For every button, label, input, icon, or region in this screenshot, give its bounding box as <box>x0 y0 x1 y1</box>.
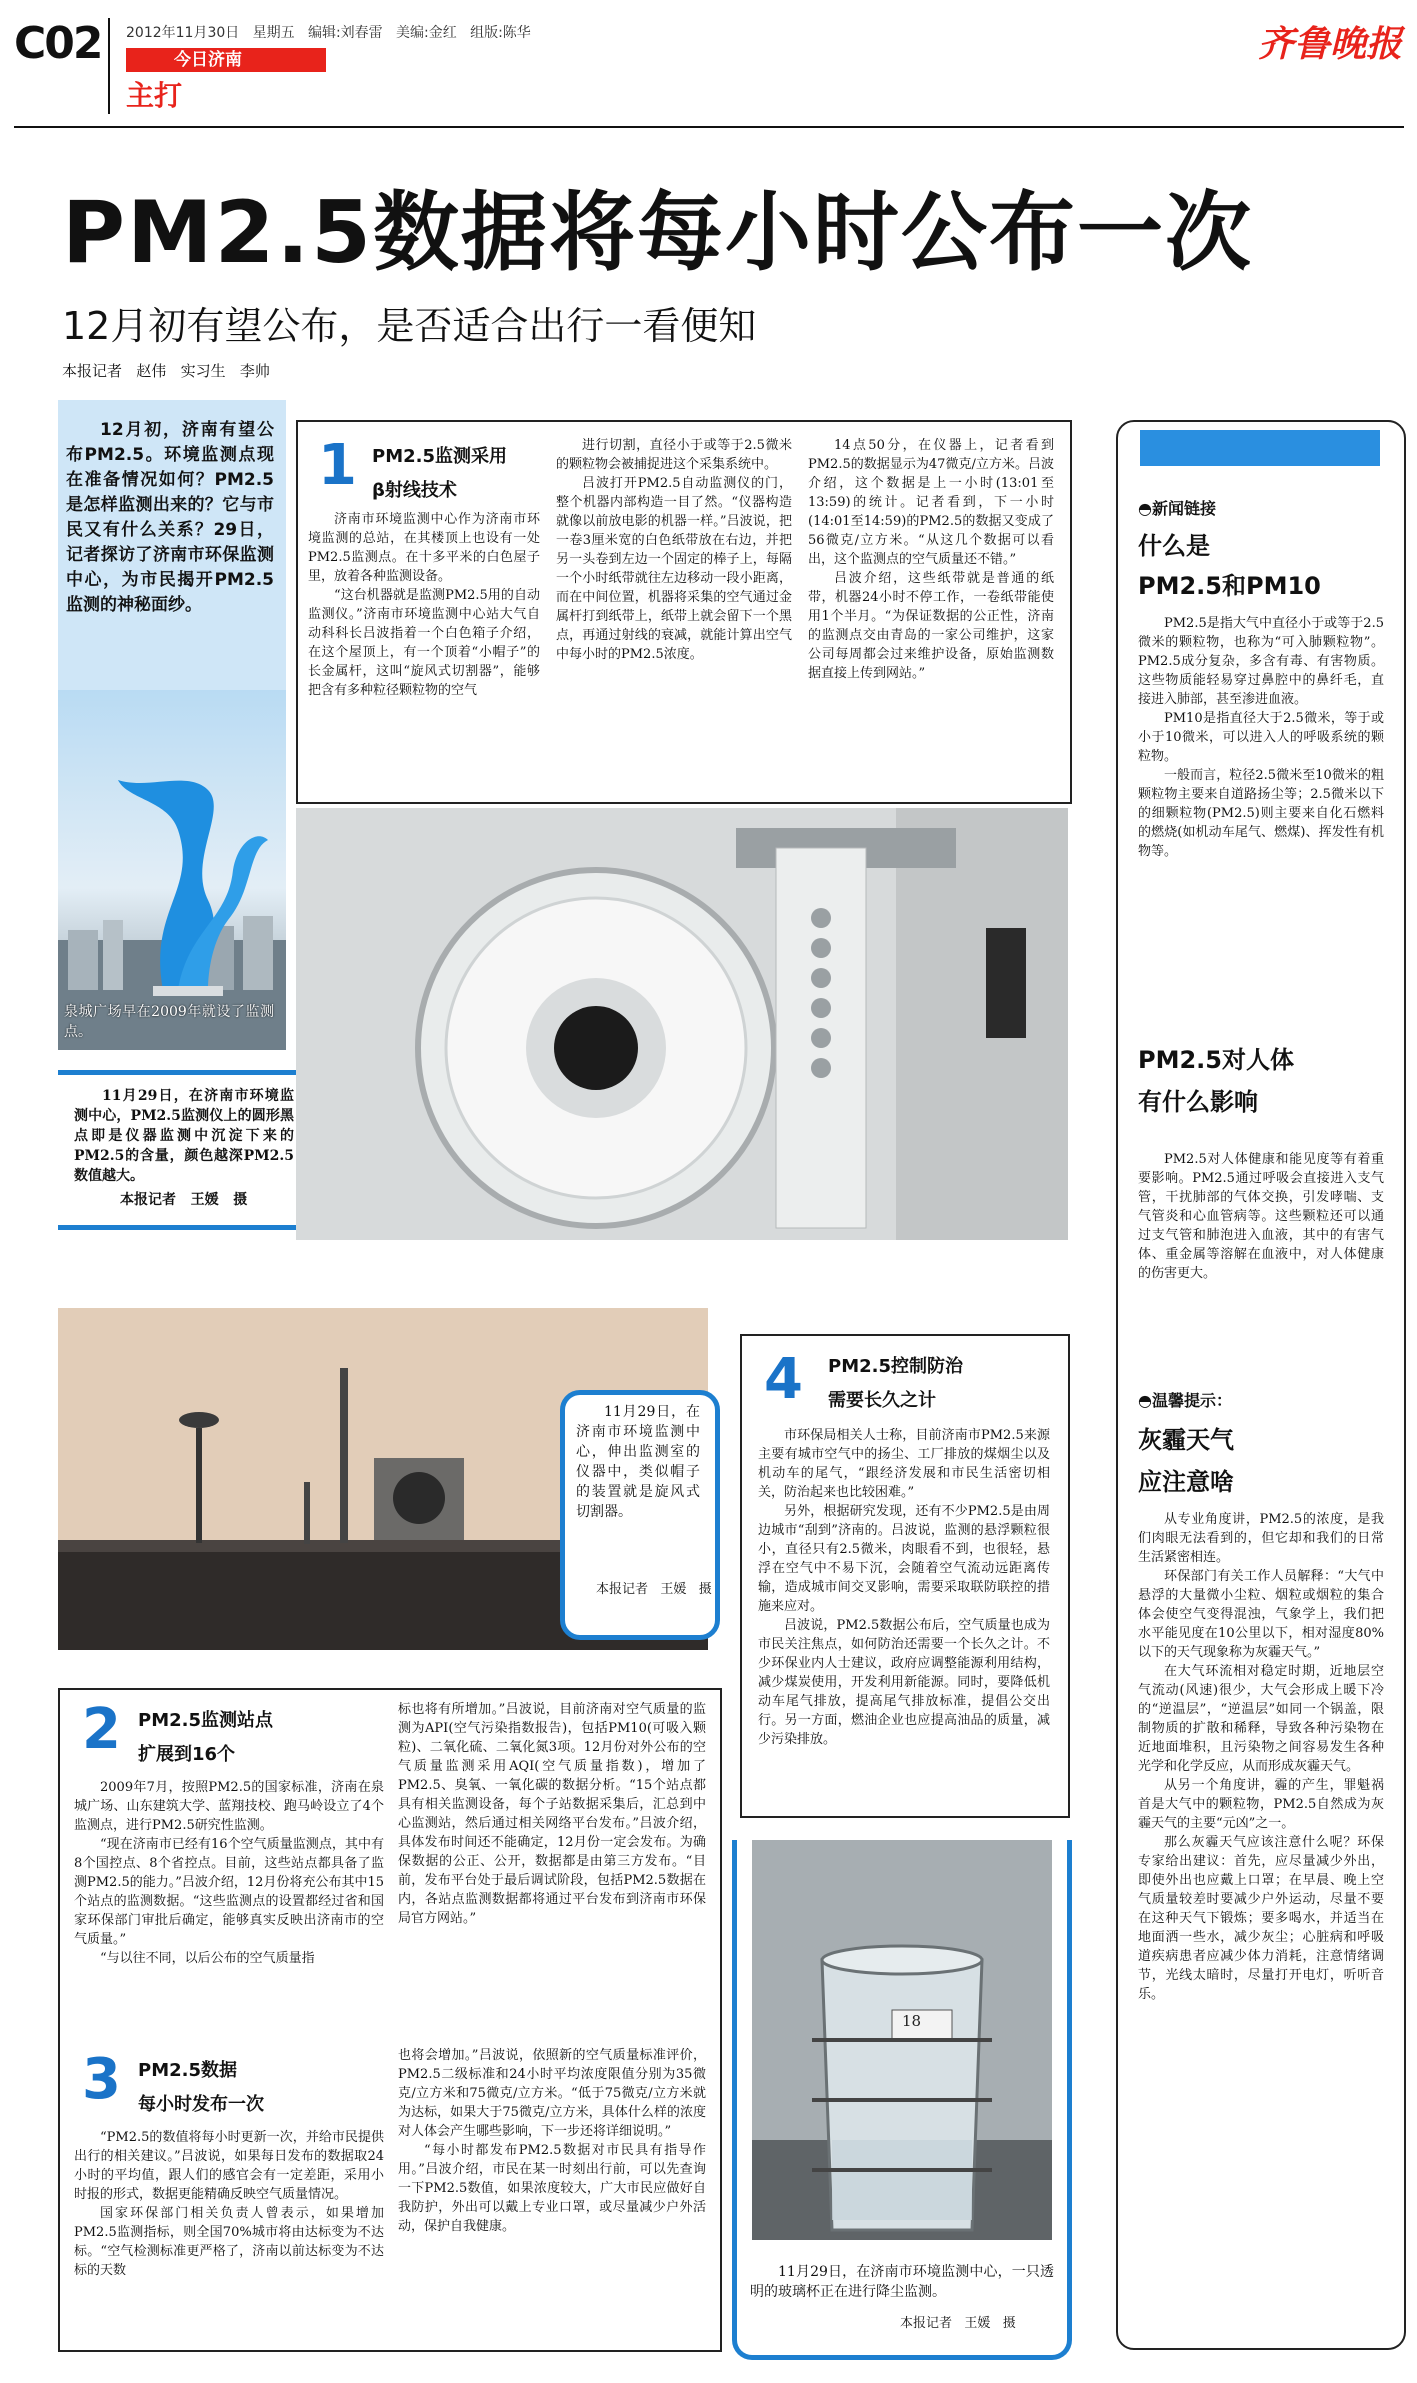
paragraph: 环保部门有关工作人员解释：“大气中悬浮的大量微小尘粒、烟粒或烟粒的集合体会使空气变得混浊，气象学上，我们把水平能见度在10公里以下，相对湿度80%以下的天气现象称为灰霾天气。” <box>1138 1569 1384 1660</box>
section4-title2: 需要长久之计 <box>828 1390 936 1411</box>
section2-number: 2 <box>82 1697 121 1762</box>
page-code: C02 <box>14 18 102 69</box>
paragraph: 济南市环境监测中心作为济南市环境监测的总站，在其楼顶上也设有一处PM2.5监测点。在十多平米的白色屋子里，放着各种监测设备。 <box>308 512 540 584</box>
section1-title1: PM2.5监测采用 <box>372 446 507 467</box>
tip-tag <box>1138 1388 1232 1411</box>
section-name: 主打 <box>126 79 183 112</box>
paragraph: 那么灰霾天气应该注意什么呢？环保专家给出建议：首先，应尽量减少外出，即使外出也应戴上口罩；在早晨、晚上空气质量较差时要减少户外运动，尽量不要在这种天气下锻炼；要多喝水，并适当在地面洒一些水，减少灰尘；心脏病和呼吸道疾病患者应减少体力消耗，注意情绪调节，光线太暗时，尽量打开电灯，听听音乐。 <box>1138 1835 1384 2002</box>
section4-body <box>758 1426 1050 1749</box>
paragraph: 市环保局相关人士称，目前济南市PM2.5来源主要有城市空气中的扬尘、工厂排放的煤烟尘以及机动车的尾气，“跟经济发展和市民生活密切相关，防治起来也比较困难。” <box>758 1428 1050 1500</box>
paragraph: PM2.5对人体健康和能见度等有着重要影响。PM2.5通过呼吸会直接进入支气管，干扰肺部的气体交换，引发哮喘、支气管炎和心血管病等。这些颗粒还可以通过支气管和肺泡进入血液，其中的有害气体、重金属等溶解在血液中，对人体健康的伤害更大。 <box>1138 1152 1384 1281</box>
paragraph: 吕波介绍，这些纸带就是普通的纸带，机器24小时不停工作，一卷纸带能使用1个半月。“为保证数据的公正性，济南的监测点交由青岛的一家公司维护，这家公司每周都会过来维护设备，原始监测数据直接上传到网站。” <box>808 571 1054 681</box>
link1-title2: PM2.5和PM10 <box>1138 572 1321 600</box>
section2-title2: 扩展到16个 <box>138 1744 236 1765</box>
link1-tag-text: 新闻链接 <box>1151 499 1216 518</box>
section4-number: 4 <box>764 1347 803 1412</box>
section-tag: 今日济南 <box>126 48 326 72</box>
paragraph: “PM2.5的数值将每小时更新一次，并给市民提供出行的相关建议。”吕波说，如果每日发布的数据取24小时的平均值，跟人们的感官会有一定差距，采用小时报的形式，数据更能精确反映空气质量情况。 <box>74 2130 384 2202</box>
beaker-label: 18 <box>902 2012 922 2030</box>
roof-caption-credit: 本报记者 王媛 摄 <box>596 1582 712 1597</box>
section3-title1: PM2.5数据 <box>138 2060 237 2081</box>
paragraph: “这台机器就是监测PM2.5用的自动监测仪。”济南市环境监测中心站大气自动科科长吕波指着一个白色箱子介绍，在这个屋顶上，有一个顶着“小帽子”的长金属杆，这叫“旋风式切割器”，能够把含有多种粒径颗粒物的空气 <box>308 588 540 698</box>
photo-sculpture-caption: 泉城广场早在2009年就设了监测点。 <box>64 1004 274 1040</box>
roof-caption: 11月29日，在济南市环境监测中心，伸出监测室的仪器中，类似帽子的装置就是旋风式切割器。 <box>576 1404 700 1520</box>
section1-col1 <box>308 510 540 700</box>
header-rule-vertical <box>108 18 110 114</box>
beaker-illustration <box>752 1840 1052 2240</box>
sidebar-top-bar <box>1140 430 1380 466</box>
paragraph: 14点50分，在仪器上，记者看到PM2.5的数据显示为47微克/立方米。吕波介绍，这个数据是上一小时(13:01至13:59)的统计。记者看到，下一小时(14:01至14:59)的PM2.5的数据又变成了56微克/立方米。“从这几个数据可以看出，这个监测点的空气质量还不错。” <box>808 438 1054 567</box>
speech-bubble-icon: ◓ <box>1138 1391 1152 1410</box>
link2-title1: PM2.5对人体 <box>1138 1046 1294 1074</box>
paragraph: “与以往不同，以后公布的空气质量指 <box>100 1951 315 1966</box>
section3-col2 <box>398 2046 706 2236</box>
paragraph: 标也将有所增加。”吕波说，目前济南对空气质量的监测为API(空气污染指数报告)，包括PM10(可吸入颗粒)、二氧化硫、二氧化氮3项。12月份对外公布的空气质量监测采用AQI(空气质量指数)，增加了PM2.5、臭氧、一氧化碳的数据分析。“15个站点都具有相关监测设备，每个子站数据采集后，汇总到中心监测站，然后通过相关网络平台发布。”吕波介绍，具体发布时间还不能确定，12月份一定会发布。为确保数据的公正、公开，数据都是由第三方发布。“目前，发布平台处于最后调试阶段，包括PM2.5数据在内，各站点监测数据都将通过平台发布到济南市环保局官方网站。” <box>398 1702 706 1926</box>
tip-tag-text: 温馨提示： <box>1151 1391 1232 1410</box>
section1-col2 <box>556 436 792 664</box>
link1-tag <box>1138 496 1216 519</box>
section3-number: 3 <box>82 2047 121 2112</box>
photo-sculpture <box>58 690 286 1050</box>
paragraph: 在大气环流相对稳定时期，近地层空气流动(风速)很少，大气会形成上暖下冷的“逆温层”，“逆温层”如同一个锅盖，限制物质的扩散和稀释，导致各种污染物在近地面堆积，且污染物之间容易发生各种光学和化学反应，从而形成灰霾天气。 <box>1138 1664 1384 1774</box>
byline: 本报记者 赵伟 实习生 李帅 <box>62 362 270 380</box>
link2-title2: 有什么影响 <box>1138 1088 1258 1116</box>
paragraph: 一般而言，粒径2.5微米至10微米的粗颗粒物主要来自道路扬尘等；2.5微米以下的细颗粒物(PM2.5)则主要来自化石燃料的燃烧(如机动车尾气、燃煤)、挥发性有机物等。 <box>1138 768 1384 859</box>
paragraph: “每小时都发布PM2.5数据对市民具有指导作用。”吕波介绍，市民在某一时刻出行前，可以先查询一下PM2.5数值，如果浓度较大，广大市民应做好自我防护，外出可以戴上专业口罩，或尽量减少户外活动，保护自我健康。 <box>398 2143 706 2234</box>
paragraph: 从专业角度讲，PM2.5的浓度，是我们肉眼无法看到的，但它却和我们的日常生活紧密相连。 <box>1138 1512 1384 1565</box>
paragraph: 2009年7月，按照PM2.5的国家标准，济南在泉城广场、山东建筑大学、蓝翔技校、跑马岭设立了4个监测点，进行PM2.5研究性监测。 <box>74 1780 384 1833</box>
link2-body <box>1138 1150 1384 1283</box>
sculpture-illustration <box>58 690 286 1050</box>
header-meta: 2012年11月30日 星期五 编辑:刘春雷 美编:金红 组版:陈华 <box>126 25 531 41</box>
section3-col1 <box>74 2128 384 2280</box>
section1-title2: β射线技术 <box>372 480 457 501</box>
left-caption-text: 11月29日，在济南市环境监测中心，PM2.5监测仪上的圆形黑点即是仪器监测中沉淀下来的PM2.5的含量，颜色越深PM2.5数值越大。 <box>74 1088 294 1184</box>
paper-logo: 齐鲁晚报 <box>1258 23 1403 65</box>
header-rule <box>14 126 1404 128</box>
section2-col1 <box>74 1778 384 1968</box>
link1-title1: 什么是 <box>1138 532 1210 560</box>
paragraph: 进行切割，直径小于或等于2.5微米的颗粒物会被捕捉进这个采集系统中。 <box>556 438 792 472</box>
paragraph: 另外，根据研究发现，还有不少PM2.5是由周边城市“刮到”济南的。吕波说，监测的悬浮颗粒很小，直径只有2.5微米，肉眼看不到，也很轻，悬浮在空气中不易下沉，会随着空气流动远距离传输，造成城市间交叉影响，需要采取联防联控的措施来应对。 <box>758 1504 1050 1614</box>
paragraph: 也将会增加。”吕波说，依照新的空气质量标准评价，PM2.5二级标准和24小时平均浓度限值分别为35微克/立方米和75微克/立方米。“低于75微克/立方米就为达标，如果大于75微克/立方米，具体什么样的浓度对人体会产生哪些影响，下一步还将详细说明。” <box>398 2048 706 2139</box>
paragraph: 吕波打开PM2.5自动监测仪的门，整个机器内部构造一目了然。“仪器构造就像以前放电影的机器一样。”吕波说，把一卷3厘米宽的白色纸带放在右边，并把另一头卷到左边一个固定的棒子上，每隔一个小时纸带就往左边移动一段小距离，而在中间位置，机器将采集的空气通过金属杆打到纸带上，纸带上就会留下一个黑点，再通过射线的衰减，就能计算出空气中每小时的PM2.5浓度。 <box>556 476 792 662</box>
left-caption-credit: 本报记者 王媛 摄 <box>120 1192 248 1208</box>
section4-title1: PM2.5控制防治 <box>828 1356 963 1377</box>
tip-title1: 灰霾天气 <box>1138 1426 1234 1454</box>
link1-body <box>1138 614 1384 861</box>
paragraph: 吕波说，PM2.5数据公布后，空气质量也成为市民关注焦点，如何防治还需要一个长久之计。不少环保业内人士建议，政府应调整能源利用结构，减少煤炭使用，开发利用新能源。同时，要降低机动车尾气排放，提高尾气排放标准，提倡公交出行。另一方面，燃油企业也应提高油品的质量，减少污染排放。 <box>758 1618 1050 1747</box>
photo-beaker <box>752 1840 1052 2240</box>
tip-body <box>1138 1510 1384 2004</box>
photo-monitor <box>296 808 1068 1240</box>
section1-col3 <box>808 436 1054 683</box>
speech-bubble-icon: ◓ <box>1138 499 1152 518</box>
paragraph: PM2.5是指大气中直径小于或等于2.5微米的颗粒物，也称为“可入肺颗粒物”。PM2.5成分复杂，多含有毒、有害物质。这些物质能轻易穿过鼻腔中的鼻纤毛，直接进入肺部，甚至渗进血液。 <box>1138 616 1384 707</box>
lead-text: 12月初，济南有望公布PM2.5。环境监测点现在准备情况如何？PM2.5是怎样监测出来的？它与市民又有什么关系？29日，记者探访了济南市环保监测中心，为市民揭开PM2.5监测的神秘面纱。 <box>66 420 274 615</box>
tip-title2: 应注意啥 <box>1138 1468 1234 1496</box>
beaker-caption-credit: 本报记者 王媛 摄 <box>900 2316 1016 2331</box>
section2-col2 <box>398 1700 706 1928</box>
paragraph: 从另一个角度讲，霾的产生，罪魁祸首是大气中的颗粒物，PM2.5自然成为灰霾天气的主要“元凶”之一。 <box>1138 1778 1384 1831</box>
paragraph: “现在济南市已经有16个空气质量监测点，其中有8个国控点、8个省控点。目前，这些站点都具备了监测PM2.5的能力。”吕波介绍，12月份将充公布其中15个站点的监测数据。“这些监测点的设置都经过省和国家环保部门审批后确定，能够真实反映出济南市的空气质量。” <box>74 1837 384 1947</box>
monitor-illustration <box>296 808 1068 1240</box>
subheadline: 12月初有望公布，是否适合出行一看便知 <box>62 304 757 348</box>
paragraph: 国家环保部门相关负责人曾表示，如果增加PM2.5监测指标，则全国70%城市将由达标变为不达标。“空气检测标准更严格了，济南以前达标变为不达标的天数 <box>74 2206 384 2278</box>
section2-title1: PM2.5监测站点 <box>138 1710 273 1731</box>
headline: PM2.5数据将每小时公布一次 <box>62 183 1253 283</box>
section1-number: 1 <box>318 433 357 498</box>
beaker-caption: 11月29日，在济南市环境监测中心，一只透明的玻璃杯正在进行降尘监测。 <box>750 2264 1054 2300</box>
section3-title2: 每小时发布一次 <box>138 2094 264 2115</box>
paragraph: PM10是指直径大于2.5微米，等于或小于10微米，可以进入人的呼吸系统的颗粒物。 <box>1138 711 1384 764</box>
